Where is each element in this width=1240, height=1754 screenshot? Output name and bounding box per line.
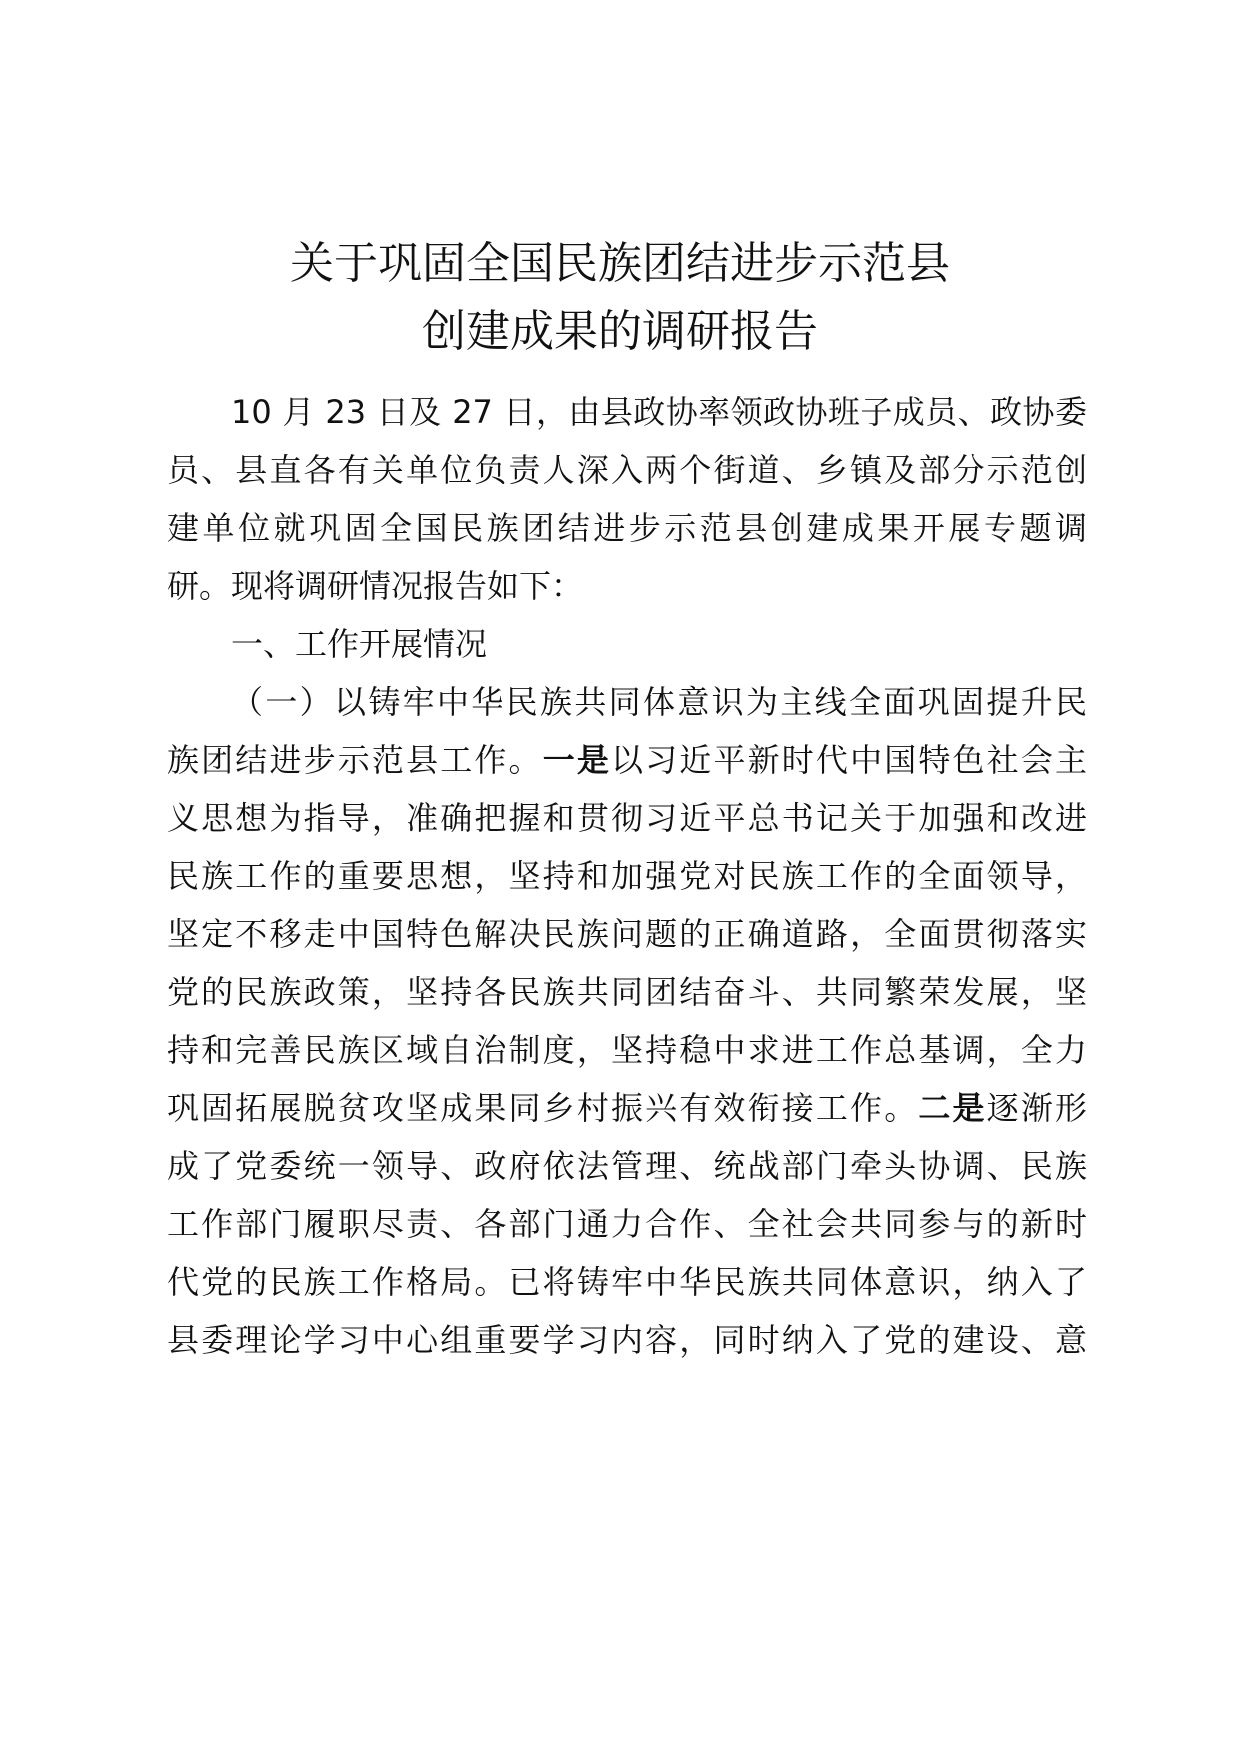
subsection-1-line-9: 成了党委统一领导、政府依法管理、统战部门牵头协调、民族	[167, 1147, 1087, 1185]
subsection-1-line-11: 代党的民族工作格局。已将铸牢中华民族共同体意识，纳入了	[167, 1263, 1087, 1301]
text-run: 逐渐形	[986, 1089, 1087, 1127]
bold-marker-second: 二是	[918, 1089, 987, 1127]
section-heading-1: 一、工作开展情况	[231, 625, 488, 663]
document-title-line-1: 关于巩固全国民族团结进步示范县	[290, 238, 950, 289]
text-run: 以习近平新时代中国特色社会主	[611, 741, 1087, 779]
subsection-1-line-7: 持和完善民族区域自治制度，坚持稳中求进工作总基调，全力	[167, 1031, 1087, 1069]
subsection-1-line-1: （一）以铸牢中华民族共同体意识为主线全面巩固提升民	[231, 683, 1087, 721]
subsection-1-line-8	[167, 1088, 1087, 1128]
subsection-1-line-2	[167, 740, 1087, 780]
bold-marker-first: 一是	[542, 741, 611, 779]
subsection-1-line-3: 义思想为指导，准确把握和贯彻习近平总书记关于加强和改进	[167, 799, 1087, 837]
subsection-1-line-5: 坚定不移走中国特色解决民族问题的正确道路，全面贯彻落实	[167, 915, 1087, 953]
subsection-1-line-10: 工作部门履职尽责、各部门通力合作、全社会共同参与的新时	[167, 1205, 1087, 1243]
paragraph-1-line-3: 建单位就巩固全国民族团结进步示范县创建成果开展专题调	[167, 509, 1087, 547]
paragraph-1-line-1: 10 月 23 日及 27 日，由县政协率领政协班子成员、政协委	[231, 393, 1087, 431]
paragraph-1-line-2: 员、县直各有关单位负责人深入两个街道、乡镇及部分示范创	[167, 451, 1087, 489]
text-run: 巩固拓展脱贫攻坚成果同乡村振兴有效衔接工作。	[167, 1089, 919, 1127]
paragraph-1-line-4: 研。现将调研情况报告如下：	[167, 567, 584, 605]
subsection-1-line-4: 民族工作的重要思想，坚持和加强党对民族工作的全面领导，	[167, 857, 1087, 895]
document-title-line-2: 创建成果的调研报告	[422, 306, 818, 357]
subsection-1-line-6: 党的民族政策，坚持各民族共同团结奋斗、共同繁荣发展，坚	[167, 973, 1087, 1011]
subsection-1-line-12: 县委理论学习中心组重要学习内容，同时纳入了党的建设、意	[167, 1321, 1087, 1359]
text-run: 族团结进步示范县工作。	[167, 741, 543, 779]
